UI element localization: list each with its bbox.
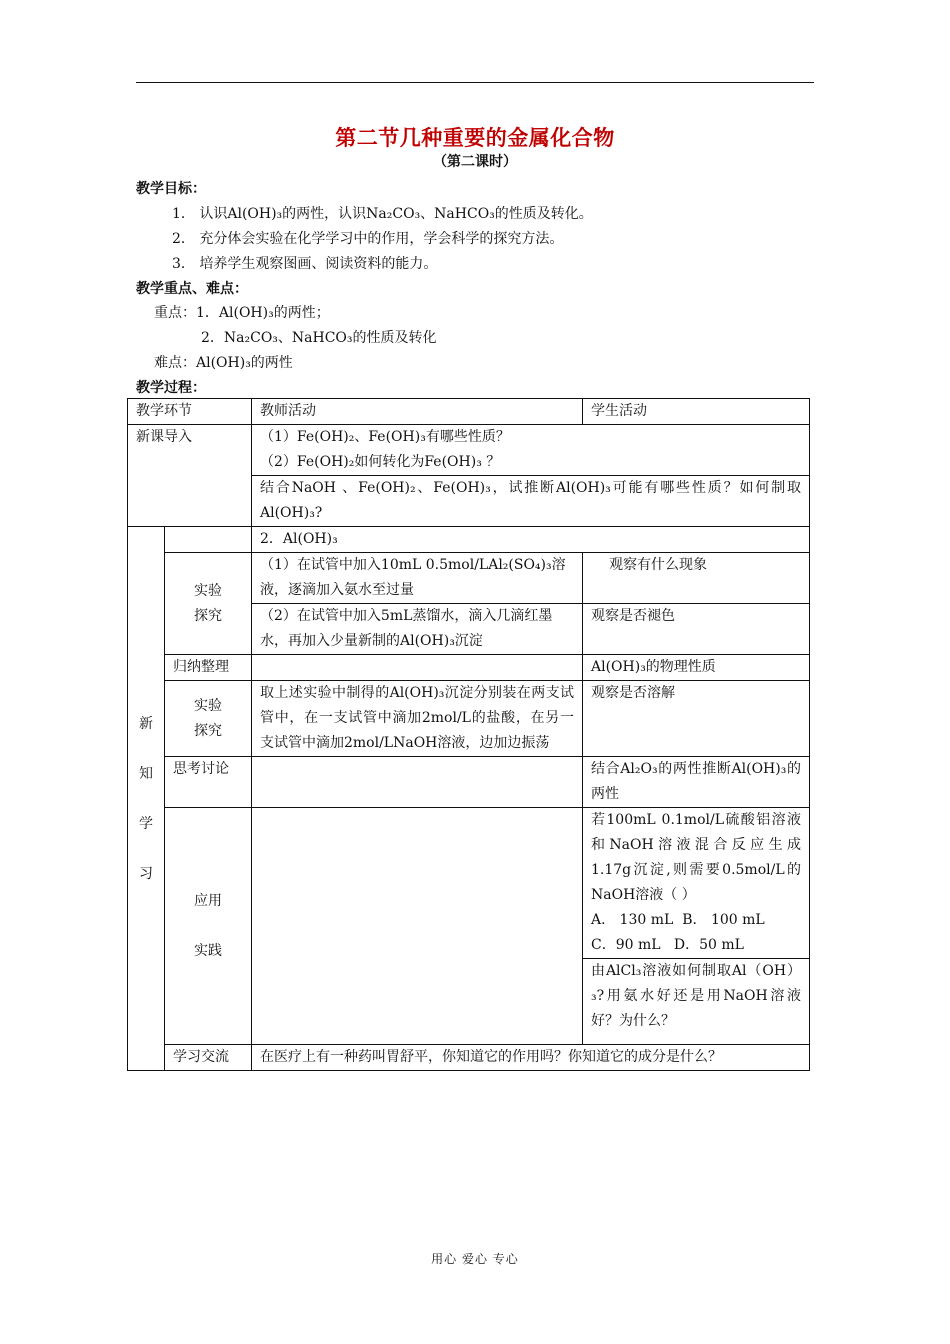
header-teacher: 教师活动 <box>252 399 583 425</box>
exp1b-student: 观察是否褪色 <box>583 604 810 655</box>
page-title: 第二节几种重要的金属化合物 <box>335 126 615 150</box>
page-footer: 用心 爱心 专心 <box>431 1252 519 1266</box>
intro-questions <box>252 425 810 476</box>
exchange-teacher: 在医疗上有一种药叫胃舒平，你知道它的作用吗？你知道它的成分是什么？ <box>252 1045 810 1071</box>
group-char-4: 习 <box>139 865 153 882</box>
goal-item-1: 1． 认识Al(OH)₃的两性，认识Na₂CO₃、NaHCO₃的性质及转化。 <box>172 206 593 222</box>
intro-question-3: 结合NaOH 、Fe(OH)₂、Fe(OH)₃，试推断Al(OH)₃可能有哪些性质？如何制取Al(OH)₃? <box>252 476 810 527</box>
exp2-teacher: 取上述实验中制得的Al(OH)₃沉淀分别装在两支试管中，在一支试管中滴加2mol/L的盐酸，在另一支试管中滴加2mol/LNaOH溶液，边加边振荡 <box>252 681 583 757</box>
exp1a-teacher: （1）在试管中加入10mL 0.5mol/LAl₂(SO₄)₃溶液，逐滴加入氨水至过量 <box>252 553 583 604</box>
process-heading: 教学过程： <box>136 380 206 396</box>
goals-heading: 教学目标： <box>136 181 206 197</box>
table-row <box>128 527 810 553</box>
intro-question-1: （1）Fe(OH)₂、Fe(OH)₃有哪些性质？ <box>260 429 510 445</box>
exp1b-teacher: （2）在试管中加入5mL蒸馏水，滴入几滴红墨水，再加入少量新制的Al(OH)₃沉淀 <box>252 604 583 655</box>
summary-stage: 归纳整理 <box>165 655 252 681</box>
summary-student: Al(OH)₃的物理性质 <box>583 655 810 681</box>
discuss-student: 结合Al₂O₃的两性推断Al(OH)₃的两性 <box>583 757 810 808</box>
exp2-student: 观察是否溶解 <box>583 681 810 757</box>
table-header-row <box>128 399 810 425</box>
apply-stage <box>165 808 252 1045</box>
apply-options-2: C．90 mL D．50 mL <box>591 937 744 953</box>
difficulty: 难点：Al(OH)₃的两性 <box>154 355 293 371</box>
table-row <box>128 757 810 808</box>
empty-cell <box>252 808 583 1045</box>
table-row <box>128 1045 810 1071</box>
goal-item-2: 2． 充分体会实验在化学学习中的作用，学会科学的探究方法。 <box>172 231 564 247</box>
header-stage: 教学环节 <box>128 399 252 425</box>
exp1a-student: 观察有什么现象 <box>583 553 810 604</box>
apply-stage-line-2: 实践 <box>194 942 222 959</box>
table-row <box>128 425 810 476</box>
exp2-stage: 实验 探究 <box>165 681 252 757</box>
table-row <box>128 655 810 681</box>
group-char-1: 新 <box>139 715 153 732</box>
header-student: 学生活动 <box>583 399 810 425</box>
group-char-2: 知 <box>139 765 153 782</box>
table-row <box>128 553 810 604</box>
empty-cell <box>252 757 583 808</box>
empty-cell <box>252 655 583 681</box>
exchange-stage: 学习交流 <box>165 1045 252 1071</box>
apply-question-1: 若100mL 0.1mol/L硫酸铝溶液和NaOH溶液混合反应生成1.17g沉淀,则需要0.5mol/L的NaOH溶液（ ） A． 130 mL B． 100 mL C．90 mL D．50 mL <box>583 808 810 959</box>
keypoint-2: 2．Na₂CO₃、NaHCO₃的性质及转化 <box>201 330 437 346</box>
group-char-3: 学 <box>139 815 153 832</box>
keypoints-heading: 教学重点、难点： <box>136 281 248 297</box>
exp1-stage: 实验 探究 <box>165 553 252 655</box>
empty-cell <box>165 527 252 553</box>
apply-question-2: 由AlCl₃溶液如何制取Al（OH）₃?用氨水好还是用NaOH溶液好？为什么？ <box>583 959 810 1045</box>
apply-options-1: A． 130 mL B． 100 mL <box>591 912 765 928</box>
new-knowledge-group <box>128 527 165 1071</box>
lesson-plan-table <box>127 398 810 1071</box>
header-rule <box>136 82 814 83</box>
table-row <box>128 681 810 757</box>
page-subtitle: （第二课时） <box>433 154 517 170</box>
keypoint-1: 重点：1．Al(OH)₃的两性； <box>154 305 330 321</box>
intro-stage: 新课导入 <box>128 425 252 527</box>
apply-stage-line-1: 应用 <box>194 892 222 909</box>
section-title: 2．Al(OH)₃ <box>252 527 810 553</box>
table-row <box>128 808 810 959</box>
discuss-stage: 思考讨论 <box>165 757 252 808</box>
goal-item-3: 3． 培养学生观察图画、阅读资料的能力。 <box>172 256 438 272</box>
intro-question-2: （2）Fe(OH)₂如何转化为Fe(OH)₃ ？ <box>260 454 501 470</box>
